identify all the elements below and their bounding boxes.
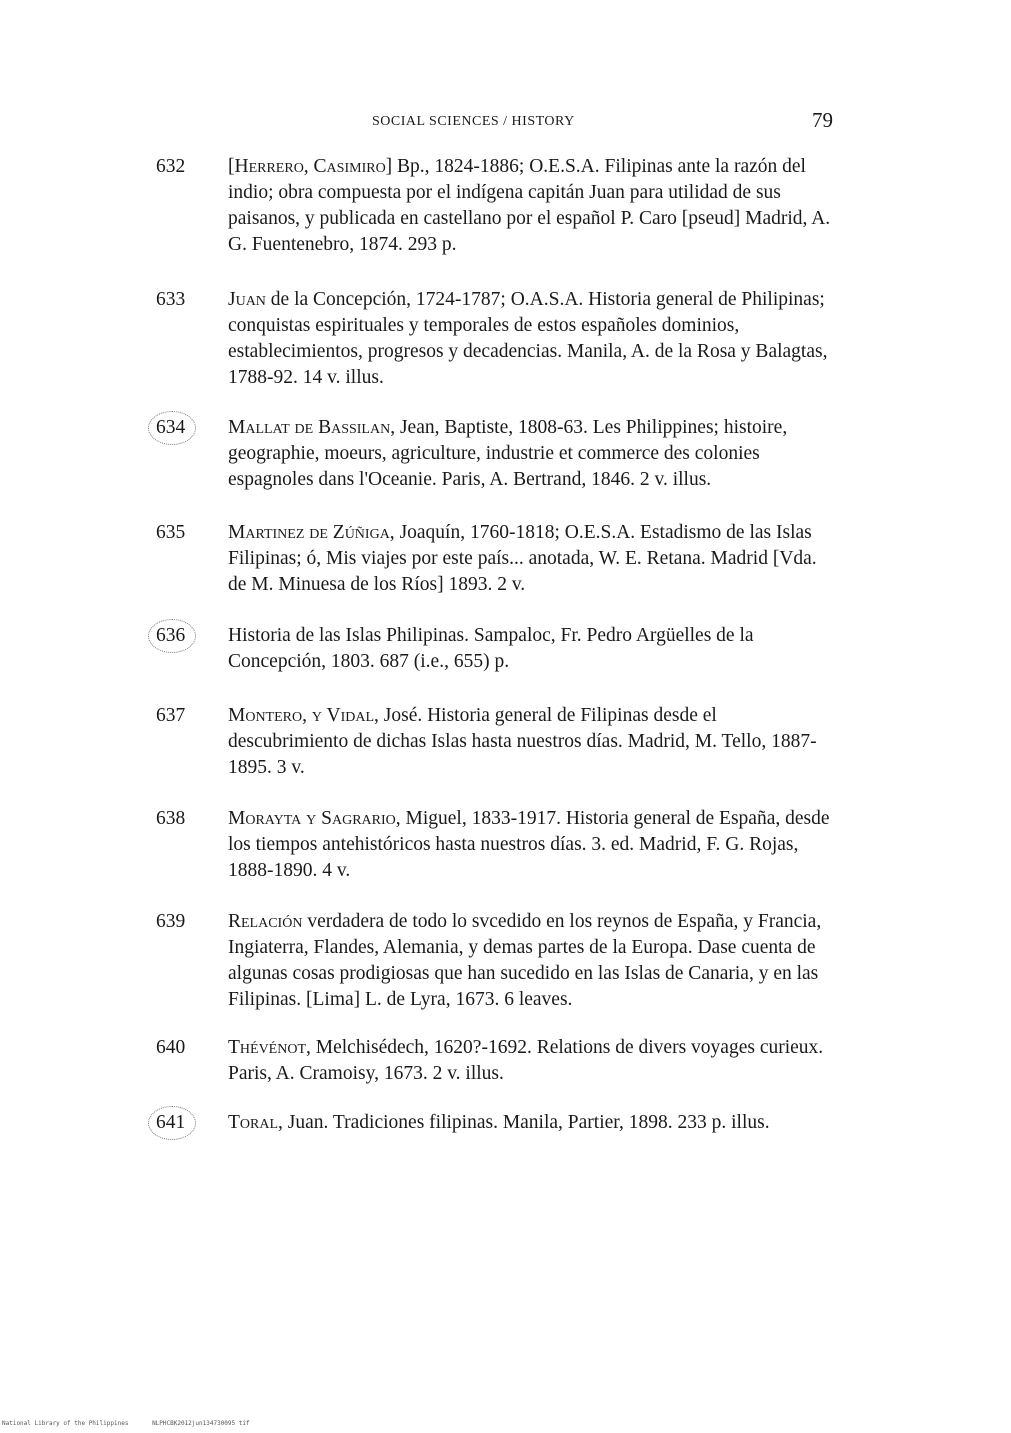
footer-library: National Library of the Philippines xyxy=(2,1420,129,1427)
bibliography-entry xyxy=(150,154,850,258)
entry-text xyxy=(228,623,836,675)
entry-text xyxy=(228,1110,836,1136)
entry-author: Morayta y Sagrario, xyxy=(228,808,401,829)
entry-description: José. Historia general de Filipinas desde el descubrimiento de dichas Islas hasta nuestros días. Madrid, M. Tello, 1887-1895. 3 v. xyxy=(228,705,817,778)
entry-text xyxy=(228,1035,836,1087)
bibliography-entry xyxy=(150,287,850,391)
entry-text xyxy=(228,287,836,391)
footer-filename: NLPHCBK2012jun134730095 tif xyxy=(152,1420,250,1427)
entry-description: Bp., 1824-1886; O.E.S.A. Filipinas ante la razón del indio; obra compuesta por el indígena capitán Juan para utilidad de sus paisanos, y publicada en castellano por el español P. Caro [pseud] Madrid, A. G. Fuentenebro, 1874. 293 p. xyxy=(228,156,831,255)
bibliography-entry xyxy=(150,415,850,493)
bibliography-entry xyxy=(150,623,850,675)
page-number: 79 xyxy=(812,108,833,132)
bibliography-entry xyxy=(150,1110,850,1136)
entry-author: Martinez de Zúñiga, xyxy=(228,522,395,543)
entry-description: Historia de las Islas Philipinas. Sampaloc, Fr. Pedro Argüelles de la Concepción, 1803. 687 (i.e., 655) p. xyxy=(228,625,754,672)
bibliography-entry xyxy=(150,1035,850,1087)
entry-description: Melchisédech, 1620?-1692. Relations de divers voyages curieux. Paris, A. Cramoisy, 1673. 2 v. illus. xyxy=(228,1037,824,1084)
entry-author: Thévénot, xyxy=(228,1037,311,1058)
bibliography-entry xyxy=(150,909,850,1013)
entry-number: 633 xyxy=(156,289,186,310)
entry-author: Relación xyxy=(228,911,303,932)
entry-author: [Herrero, Casimiro] xyxy=(228,156,393,177)
entry-description: Juan. Tradiciones filipinas. Manila, Partier, 1898. 233 p. illus. xyxy=(282,1112,770,1133)
bibliography-entry xyxy=(150,520,850,598)
entry-text xyxy=(228,806,836,884)
entry-author: Toral, xyxy=(228,1112,283,1133)
entry-description: de la Concepción, 1724-1787; O.A.S.A. Historia general de Philipinas; conquistas espirituales y temporales de estos españoles dominios, establecimientos, progresos y decadencias. Manila, A. de la Rosa y Balagtas, 1788-92. 14 v. illus. xyxy=(228,289,828,388)
entry-description: verdadera de todo lo svcedido en los reynos de España, y Francia, Ingiaterra, Flandes, Alemania, y demas partes de la Europa. Dase cuenta de algunas cosas prodigiosas que han sucedido en las Islas de Canaria, y en las Filipinas. [Lima] L. de Lyra, 1673. 6 leaves. xyxy=(228,911,822,1010)
entry-number: 638 xyxy=(156,808,186,829)
bibliography-entry xyxy=(150,806,850,884)
entry-number: 636 xyxy=(156,623,200,649)
entry-author: Mallat de Bassilan, xyxy=(228,417,396,438)
entry-text xyxy=(228,520,836,598)
entry-description: Miguel, 1833-1917. Historia general de España, desde los tiempos antehistóricos hasta nuestros días. 3. ed. Madrid, F. G. Rojas, 1888-1890. 4 v. xyxy=(228,808,830,881)
entry-author: Montero, y Vidal, xyxy=(228,705,379,726)
running-head: SOCIAL SCIENCES / HISTORY xyxy=(372,114,575,129)
entry-text xyxy=(228,154,836,258)
entry-number: 637 xyxy=(156,705,186,726)
bibliography-entry xyxy=(150,703,850,781)
entry-number: 634 xyxy=(156,415,200,441)
entry-text xyxy=(228,909,836,1013)
entry-number: 639 xyxy=(156,911,186,932)
entry-number: 635 xyxy=(156,522,186,543)
entry-number: 632 xyxy=(156,156,186,177)
scan-footer xyxy=(2,1420,270,1427)
entry-number: 641 xyxy=(156,1110,200,1136)
entry-description: Joaquín, 1760-1818; O.E.S.A. Estadismo de las Islas Filipinas; ó, Mis viajes por este país... anotada, W. E. Retana. Madrid [Vda. de M. Minuesa de los Ríos] 1893. 2 v. xyxy=(228,522,817,595)
entry-number: 640 xyxy=(156,1037,186,1058)
entry-description: Jean, Baptiste, 1808-63. Les Philippines; histoire, geographie, moeurs, agriculture, industrie et commerce des colonies espagnoles dans l'Oceanie. Paris, A. Bertrand, 1846. 2 v. illus. xyxy=(228,417,788,490)
entry-text xyxy=(228,415,836,493)
entry-text xyxy=(228,703,836,781)
entry-author: Juan xyxy=(228,289,266,310)
